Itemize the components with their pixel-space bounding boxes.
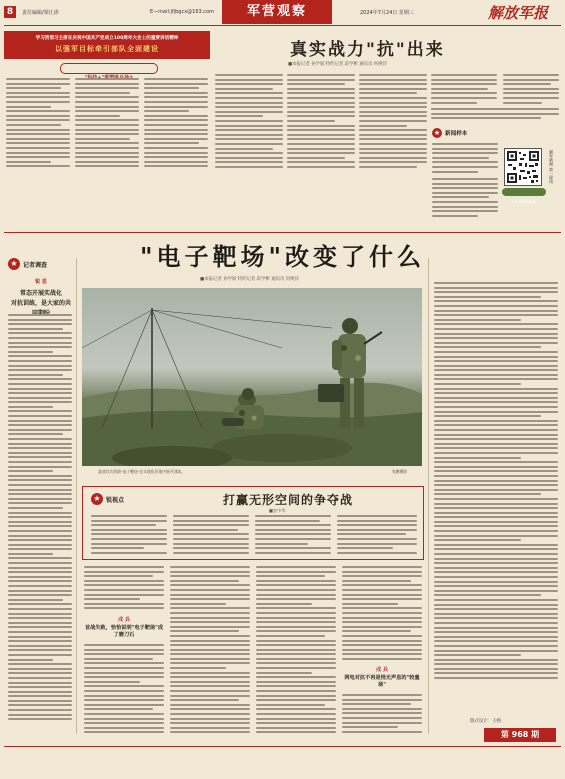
lower-col-4a <box>342 566 422 662</box>
reporter-subhead-3: 对抗训练，是大家的共 <box>10 300 71 307</box>
sharp-view-box <box>82 486 424 560</box>
new-sample-col-2 <box>432 178 498 220</box>
banner-text-col-1 <box>6 78 70 168</box>
masthead-email: E—mail:jfjbgcx@163.com <box>150 9 214 15</box>
reporter-subhead <box>10 278 72 317</box>
reporter-subhead-2: 常态开展实战化 <box>19 290 62 297</box>
banner-line-2: 以强军目标牵引部队全面建设 <box>55 45 159 53</box>
subhead-1-b: 首战失败，恰恰说明"电子靶场"成了磨刀石 <box>84 625 164 638</box>
banner-line-1: 学习贯彻习主席在庆祝中国共产党成立100周年大会上的重要讲话精神 <box>35 36 179 41</box>
qr-code[interactable] <box>504 148 542 186</box>
reporter-column-label-text: 记者调查 <box>23 262 48 269</box>
lower-col-4b <box>342 694 422 734</box>
sharp-view-col-3 <box>255 515 331 555</box>
column-divider <box>76 258 77 734</box>
issue-badge-text: 第 968 期 <box>500 730 540 739</box>
top-story-col-5 <box>503 74 559 104</box>
right-col-text <box>434 282 558 682</box>
section-title: 军营观察 <box>246 4 307 19</box>
main-byline: ■本报记者 孙学斌 特约记者 段学彬 通讯员 何焕洋 <box>200 277 299 282</box>
subhead-2-b: 网电对抗不再是悄无声息的"较量场" <box>344 675 420 688</box>
editor-line: 版式设计：王栩 <box>470 719 501 724</box>
sharp-view-headline: 打赢无形空间的争夺战 <box>223 493 354 507</box>
photo-credit: 张鹏摄影 <box>392 469 408 474</box>
masthead-date: 2024年7月24日 星期三 <box>360 10 414 16</box>
new-sample-label-text: 新闻样本 <box>445 131 468 137</box>
top-banner <box>4 31 210 59</box>
issue-badge <box>484 728 556 742</box>
top-story-col-2 <box>287 74 355 170</box>
star-icon: ★ <box>91 493 103 505</box>
lower-col-1b <box>84 644 164 734</box>
new-sample-col-1 <box>432 143 498 173</box>
page-number: 8 <box>4 6 16 18</box>
sharp-view-col-2 <box>173 515 249 555</box>
subhead-2-a: 戍 兵 <box>376 667 388 673</box>
star-icon: ★ <box>433 129 441 137</box>
masthead <box>0 0 565 28</box>
lower-col-3 <box>256 566 336 734</box>
banner-text-col-3 <box>144 78 208 168</box>
top-story-col-3 <box>359 74 427 170</box>
top-story-byline: ■本报记者 孙学斌 特约记者 段学彬 通讯员 何焕洋 <box>288 62 387 67</box>
newspaper-logo: 解放军报 <box>488 4 549 22</box>
subhead-1-a: 戍 兵 <box>118 617 130 623</box>
main-headline: "电子靶场"改变了什么 <box>139 242 425 271</box>
top-story-headline: 真实战力"抗"出来 <box>290 40 445 60</box>
qr-caption-text: 扫码观看视频 <box>512 199 536 204</box>
lower-col-1 <box>84 566 164 610</box>
edition-info: 责任编辑/梁江涛 <box>22 10 59 16</box>
lower-col-2 <box>170 566 250 734</box>
banner-tag <box>60 63 158 74</box>
star-icon: ★ <box>8 258 20 270</box>
top-section-rule <box>4 232 561 233</box>
banner-text-col-2 <box>75 78 139 168</box>
section-banner <box>222 0 332 24</box>
photo-caption: 某部官兵借助"电子靶场"在实战化环境中展开训练。 <box>98 469 186 474</box>
sharp-view-byline: ■安中华 <box>269 508 286 513</box>
soldiers-photo-illustration <box>82 288 422 466</box>
top-story-col-4 <box>431 74 497 104</box>
qr-caption <box>502 188 546 204</box>
reporter-col-text <box>8 314 72 730</box>
subhead-1 <box>84 616 164 639</box>
sharp-view-label-text: 锐视点 <box>106 497 125 504</box>
subhead-2 <box>342 666 422 689</box>
qr-code-icon <box>505 149 541 185</box>
reporter-subhead-1: 锐 思 <box>35 279 47 285</box>
sharp-view-col-4 <box>337 515 417 555</box>
masthead-rule <box>4 25 561 26</box>
sharp-view-col-1 <box>91 515 167 555</box>
right-column-divider <box>428 258 429 734</box>
bottom-rule <box>4 746 561 747</box>
top-story-col-1 <box>215 74 283 170</box>
top-story-col-6 <box>431 108 559 124</box>
qr-side-text: 强军新闻 第一现场 <box>549 150 554 184</box>
main-photo <box>82 288 422 466</box>
